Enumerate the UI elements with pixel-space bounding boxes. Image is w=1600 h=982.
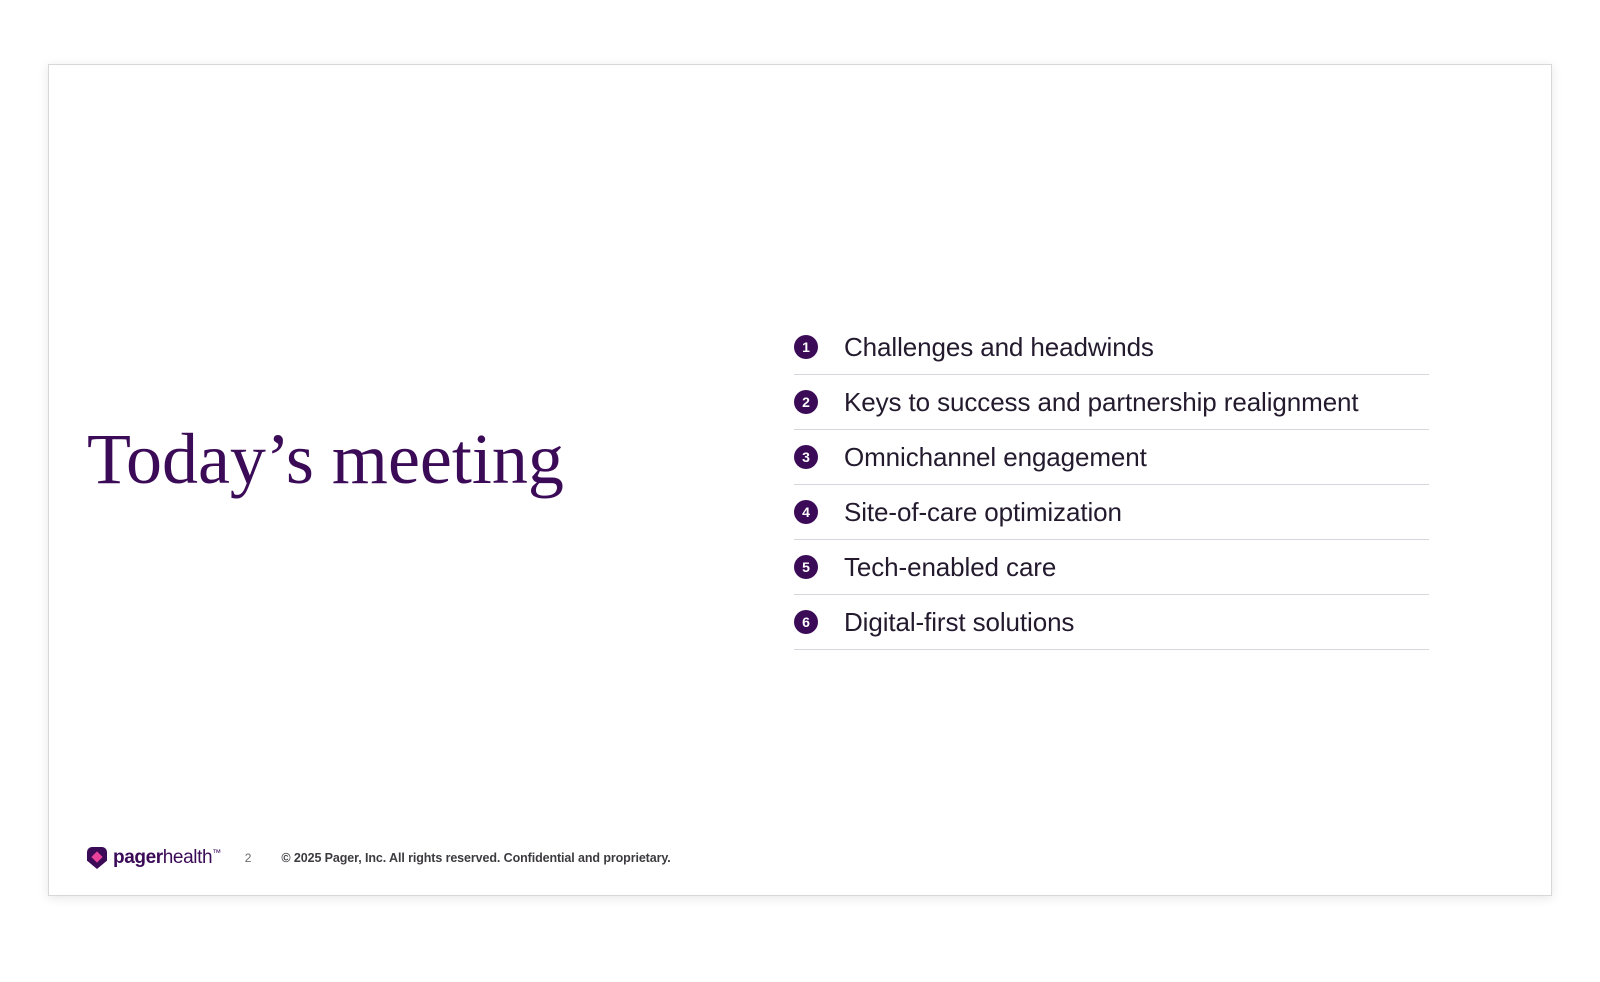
trademark-icon: ™ <box>212 847 221 858</box>
agenda-item-label: Digital-first solutions <box>844 606 1075 637</box>
agenda-number-badge: 6 <box>794 610 818 634</box>
agenda-number-badge: 5 <box>794 555 818 579</box>
agenda-number-badge: 3 <box>794 445 818 469</box>
presentation-slide <box>48 64 1552 896</box>
logo-word-light: health <box>162 847 213 868</box>
slide-footer <box>87 847 671 869</box>
agenda-number-badge: 1 <box>794 335 818 359</box>
agenda-number-badge: 4 <box>794 500 818 524</box>
agenda-number-badge: 2 <box>794 390 818 414</box>
page-title: Today’s meeting <box>87 419 564 499</box>
agenda-list <box>794 320 1429 650</box>
agenda-item-label: Omnichannel engagement <box>844 441 1147 472</box>
list-item[interactable] <box>794 485 1429 540</box>
list-item[interactable] <box>794 430 1429 485</box>
page-number: 2 <box>244 851 252 865</box>
agenda-item-label: Keys to success and partnership realignment <box>844 386 1359 417</box>
brand-logo-text <box>113 847 221 869</box>
copyright-notice: © 2025 Pager, Inc. All rights reserved. Confidential and proprietary. <box>281 851 671 865</box>
pager-health-shield-icon <box>87 847 107 869</box>
list-item[interactable] <box>794 375 1429 430</box>
list-item[interactable] <box>794 320 1429 375</box>
agenda-item-label: Challenges and headwinds <box>844 331 1154 362</box>
agenda-item-label: Site-of-care optimization <box>844 496 1122 527</box>
list-item[interactable] <box>794 595 1429 650</box>
list-item[interactable] <box>794 540 1429 595</box>
agenda-item-label: Tech-enabled care <box>844 551 1057 582</box>
logo-word-bold: pager <box>113 847 163 868</box>
